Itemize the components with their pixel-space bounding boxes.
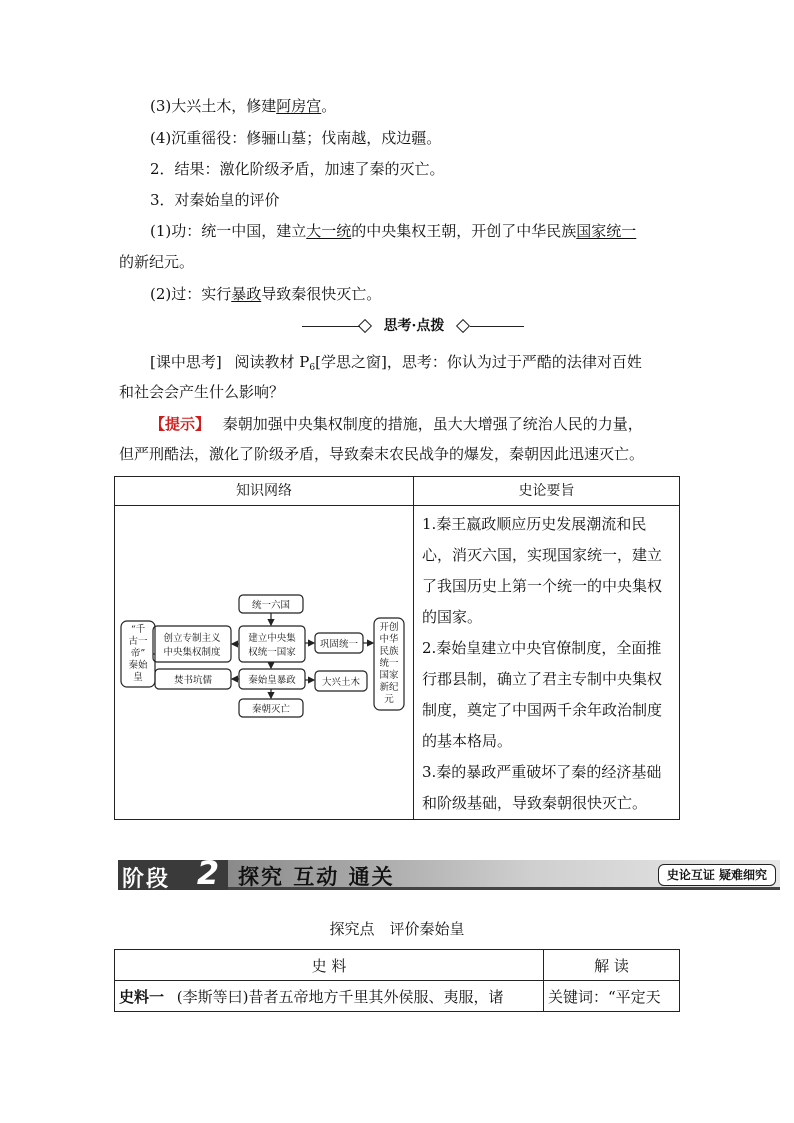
node-consolidate: 巩固统一	[319, 639, 359, 650]
stage-label: 阶段	[122, 867, 171, 892]
left-label-l2: 古一	[128, 636, 148, 647]
source-row-interpretation: 关键词：“平定天	[544, 981, 680, 1012]
text: 秦朝加强中央集权制度的措施，虽大大增强了统治人民的力量，	[222, 415, 643, 433]
left-label-l5: 皇	[133, 672, 143, 683]
right-label-l2: 中华	[379, 634, 399, 645]
key-point-3: 3.秦的暴政严重破坏了秦的经济基础和阶级基础，导致秦朝很快灭亡。	[422, 763, 662, 812]
right-label-l4: 统一	[379, 658, 399, 669]
header-knowledge-network: 知识网络	[115, 477, 414, 506]
tip-line	[150, 414, 643, 434]
stage-tag: 史论互证 疑难细究	[658, 864, 776, 886]
think-divider	[302, 316, 524, 336]
think-question-cont: 和社会会产生什么影响？	[119, 383, 285, 401]
text: [学思之窗]，思考：你认为过于严酷的法律对百姓	[315, 353, 642, 371]
right-label-l5: 国家	[379, 670, 399, 681]
stage-badge	[118, 854, 228, 892]
text: (2)过：实行	[150, 285, 232, 303]
node-construction: 大兴土木	[321, 677, 361, 688]
result-line: 2．结果：激化阶级矛盾，加速了秦的灭亡。	[150, 160, 445, 178]
key-points-cell	[414, 506, 680, 820]
section-title: 探究点 评价秦始皇	[329, 920, 465, 938]
node-system-l1: 创立专制主义	[163, 633, 221, 644]
knowledge-table	[114, 476, 680, 820]
underlined-term: 阿房宫	[276, 97, 322, 115]
merit-line-cont: 的新纪元。	[119, 253, 195, 271]
think-question	[150, 352, 642, 378]
node-tyranny: 秦始皇暴政	[248, 675, 296, 686]
key-point-1: 1.秦王嬴政顺应历史发展潮流和民心，消灭六国，实现国家统一，建立了我国历史上第一个统一的中央集权的国家。	[422, 515, 663, 626]
text: (1)功：统一中国，建立	[150, 222, 307, 240]
text: (3)大兴土木，修建	[150, 97, 277, 115]
evaluation-heading: 3．对秦始皇的评价	[150, 191, 280, 209]
key-point-2: 2.秦始皇建立中央官僚制度，全面推行郡县制，确立了君主专制中央集权制度，奠定了中国两千余年政治制度的基本格局。	[422, 639, 663, 750]
node-system-l2: 中央集权制度	[163, 647, 221, 658]
fault-line	[150, 284, 381, 304]
node-unify: 统一六国	[251, 600, 291, 611]
node-central-l2: 权统一国家	[248, 647, 296, 658]
left-label-l1: “千	[130, 624, 146, 635]
right-label-l1: 开创	[379, 622, 399, 633]
tip-label: 【提示】	[150, 415, 211, 433]
text: 。	[321, 97, 337, 115]
stage-bar	[228, 860, 780, 890]
right-label-l6: 新纪	[379, 682, 399, 693]
source-table	[114, 949, 680, 1012]
stage-banner	[118, 854, 780, 892]
divider-label: 思考·点拨	[383, 318, 445, 334]
knowledge-diagram-cell	[115, 506, 414, 820]
source-row-text	[115, 981, 544, 1012]
source-label: 史料一	[119, 987, 165, 1006]
stage-number: 2	[196, 854, 220, 892]
underlined-term: 大一统	[306, 222, 352, 240]
header-key-points: 史论要旨	[414, 477, 680, 506]
merit-line	[150, 221, 636, 241]
right-label-l7: 元	[384, 694, 394, 705]
text: 阅读教材 P	[234, 353, 310, 371]
text: 导致秦很快灭亡。	[261, 285, 382, 303]
line-4: (4)沉重徭役：修骊山墓；伐南越，戍边疆。	[150, 129, 442, 147]
underlined-term: 暴政	[231, 285, 262, 303]
text: 的中央集权王朝，开创了中华民族	[351, 222, 577, 240]
node-fall: 秦朝灭亡	[251, 704, 291, 715]
header-interpretation: 解 读	[544, 950, 680, 981]
stage-title: 探究 互动 通关	[238, 864, 395, 889]
node-central-l1: 建立中央集	[248, 633, 296, 644]
left-label-l3: 帝”	[130, 648, 146, 659]
page-subscript: 6	[309, 363, 316, 373]
source-text: (李斯等曰)昔者五帝地方千里其外侯服、夷服，诸	[176, 987, 504, 1006]
node-burn: 焚书坑儒	[173, 675, 213, 686]
right-label-l3: 民族	[379, 646, 399, 657]
header-source: 史 料	[115, 950, 544, 981]
knowledge-diagram	[115, 506, 413, 816]
tip-line-cont: 但严刑酷法，激化了阶级矛盾，导致秦末农民战争的爆发，秦朝因此迅速灭亡。	[119, 445, 645, 463]
question-label: [课中思考]	[150, 353, 222, 371]
left-label-l4: 秦始	[128, 660, 148, 671]
line-3	[150, 96, 336, 116]
underlined-term: 国家统一	[576, 222, 637, 240]
